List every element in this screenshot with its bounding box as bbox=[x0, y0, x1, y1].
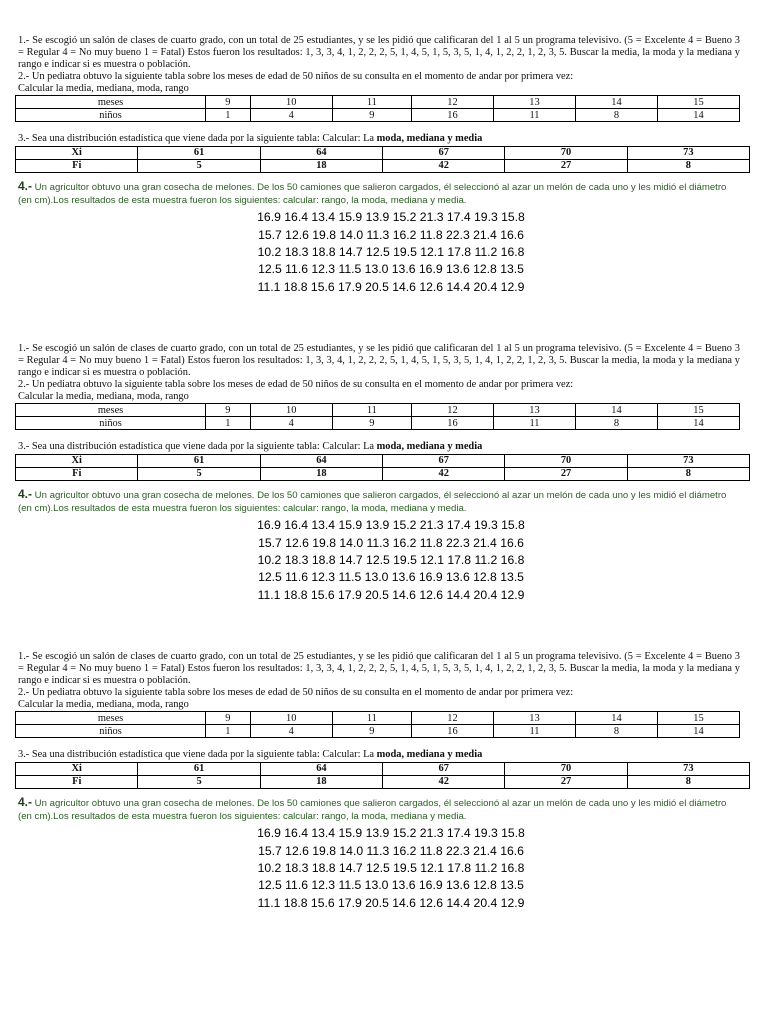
table-cell: 11 bbox=[493, 109, 575, 122]
table-cell: 73 bbox=[627, 146, 749, 159]
table-cell: meses bbox=[16, 404, 206, 417]
exercise-2-instruction: Calcular la media, mediana, moda, rango bbox=[18, 391, 189, 403]
table-cell: 8 bbox=[575, 417, 657, 430]
table-cell: 4 bbox=[250, 109, 332, 122]
data-line: 16.9 16.4 13.4 15.9 13.9 15.2 21.3 17.4 19.3 15.8 bbox=[257, 518, 525, 533]
table-cell: 67 bbox=[383, 146, 505, 159]
table-cell: 1 bbox=[206, 417, 251, 430]
table-cell: 4 bbox=[250, 417, 332, 430]
table-cell: 14 bbox=[657, 725, 739, 738]
data-line: 10.2 18.3 18.8 14.7 12.5 19.5 12.1 17.8 11.2 16.8 bbox=[257, 244, 525, 259]
melon-data-list bbox=[0, 209, 768, 295]
exercise-4-text bbox=[18, 488, 740, 516]
table-cell: 27 bbox=[505, 159, 627, 172]
data-line: 10.2 18.3 18.8 14.7 12.5 19.5 12.1 17.8 11.2 16.8 bbox=[257, 860, 525, 875]
data-line: 11.1 18.8 15.6 17.9 20.5 14.6 12.6 14.4 20.4 12.9 bbox=[257, 895, 525, 910]
table-cell: 9 bbox=[206, 96, 251, 109]
exercise-2-intro: 2.- Un pediatra obtuvo la siguiente tabla sobre los meses de edad de 50 niños de su consulta en el momento de andar por primera vez: bbox=[18, 687, 574, 699]
table-row bbox=[16, 712, 740, 725]
melon-data-list bbox=[0, 517, 768, 603]
table-cell: niños bbox=[16, 417, 206, 430]
table-cell: 61 bbox=[138, 454, 260, 467]
table-cell: niños bbox=[16, 725, 206, 738]
table-cell: 5 bbox=[138, 775, 260, 788]
table-cell: 11 bbox=[332, 96, 411, 109]
table-row bbox=[16, 454, 750, 467]
exercise-4-number: 4.- bbox=[18, 794, 33, 809]
table-cell: 9 bbox=[332, 109, 411, 122]
exercise-1-text: 1.- Se escogió un salón de clases de cuarto grado, con un total de 25 estudiantes, y se les pidió que calificaran del 1 al 5 un programa televisivo. (5 = Excelente 4 = Bueno 3 = Regular 4 = No muy bueno 1 = Fatal) Estos fueron los resultados: 1, 3, 3, 4, 1, 2, 2, 2, 5, 1, 4, 5, 1, 5, 3, 5, 1, 4, 1, 2, 2, 1, 2, 3, 5. Buscar la media, la moda y la mediana y rango e indicar si es muestra o población. bbox=[18, 651, 740, 687]
exercise-2-intro: 2.- Un pediatra obtuvo la siguiente tabla sobre los meses de edad de 50 niños de su consulta en el momento de andar por primera vez: bbox=[18, 71, 574, 83]
exercise-4-number: 4.- bbox=[18, 178, 33, 193]
table-row bbox=[16, 109, 740, 122]
table-cell: 42 bbox=[383, 467, 505, 480]
exercise-4-number: 4.- bbox=[18, 486, 33, 501]
data-line: 16.9 16.4 13.4 15.9 13.9 15.2 21.3 17.4 19.3 15.8 bbox=[257, 826, 525, 841]
table-cell: 18 bbox=[260, 159, 382, 172]
exercise-2-intro: 2.- Un pediatra obtuvo la siguiente tabla sobre los meses de edad de 50 niños de su consulta en el momento de andar por primera vez: bbox=[18, 379, 574, 391]
table-cell: 14 bbox=[575, 96, 657, 109]
table-cell: 8 bbox=[627, 775, 749, 788]
table-cell: 1 bbox=[206, 109, 251, 122]
table-cell: 67 bbox=[383, 762, 505, 775]
exercise-3-emphasis: moda, mediana y media bbox=[376, 133, 483, 145]
table-row bbox=[16, 775, 750, 788]
exercise-4-text bbox=[18, 796, 740, 824]
data-line: 10.2 18.3 18.8 14.7 12.5 19.5 12.1 17.8 11.2 16.8 bbox=[257, 552, 525, 567]
table-cell: Xi bbox=[16, 146, 138, 159]
table-cell: 27 bbox=[505, 775, 627, 788]
table-cell: 61 bbox=[138, 146, 260, 159]
table-cell: 42 bbox=[383, 775, 505, 788]
data-line: 11.1 18.8 15.6 17.9 20.5 14.6 12.6 14.4 20.4 12.9 bbox=[257, 587, 525, 602]
table-row bbox=[16, 725, 740, 738]
table-row bbox=[16, 467, 750, 480]
exercise-3-text bbox=[18, 133, 768, 145]
table-row bbox=[16, 404, 740, 417]
table-cell: 73 bbox=[627, 454, 749, 467]
table-row bbox=[16, 159, 750, 172]
months-table bbox=[15, 95, 740, 122]
table-cell: 1 bbox=[206, 725, 251, 738]
table-cell: 9 bbox=[332, 725, 411, 738]
table-cell: niños bbox=[16, 109, 206, 122]
data-line: 12.5 11.6 12.3 11.5 13.0 13.6 16.9 13.6 12.8 13.5 bbox=[258, 262, 524, 277]
exercise-2-instruction: Calcular la media, mediana, moda, rango bbox=[18, 699, 189, 711]
table-cell: 61 bbox=[138, 762, 260, 775]
table-cell: 5 bbox=[138, 159, 260, 172]
table-cell: 11 bbox=[332, 712, 411, 725]
table-cell: 67 bbox=[383, 454, 505, 467]
exercise-4-body: Un agricultor obtuvo una gran cosecha de melones. De los 50 camiones que salieron cargados, él seleccionó al azar un melón de cada uno y les midió el diámetro (en cm).Los resultados de esta muestra fueron los siguientes: calcular: rango, la moda, mediana y media. bbox=[18, 181, 727, 206]
data-line: 15.7 12.6 19.8 14.0 11.3 16.2 11.8 22.3 21.4 16.6 bbox=[258, 535, 524, 550]
table-cell: Fi bbox=[16, 467, 138, 480]
exercise-3-prefix: 3.- Sea una distribución estadística que viene dada por la siguiente tabla: Calcular: La bbox=[18, 133, 377, 145]
table-cell: 9 bbox=[332, 417, 411, 430]
table-cell: 4 bbox=[250, 725, 332, 738]
table-cell: 18 bbox=[260, 467, 382, 480]
exercise-4-body: Un agricultor obtuvo una gran cosecha de melones. De los 50 camiones que salieron cargados, él seleccionó al azar un melón de cada uno y les midió el diámetro (en cm).Los resultados de esta muestra fueron los siguientes: calcular: rango, la moda, mediana y media. bbox=[18, 489, 727, 514]
exercise-3-prefix: 3.- Sea una distribución estadística que viene dada por la siguiente tabla: Calcular: La bbox=[18, 749, 377, 761]
table-cell: meses bbox=[16, 712, 206, 725]
table-cell: 8 bbox=[627, 159, 749, 172]
table-cell: 14 bbox=[657, 417, 739, 430]
table-cell: 15 bbox=[657, 96, 739, 109]
table-cell: 15 bbox=[657, 404, 739, 417]
table-cell: 5 bbox=[138, 467, 260, 480]
table-row bbox=[16, 146, 750, 159]
table-row bbox=[16, 417, 740, 430]
table-cell: 8 bbox=[627, 467, 749, 480]
table-cell: 12 bbox=[411, 96, 493, 109]
table-cell: 13 bbox=[493, 96, 575, 109]
table-cell: 70 bbox=[505, 454, 627, 467]
table-row bbox=[16, 96, 740, 109]
table-cell: 8 bbox=[575, 109, 657, 122]
exercise-4-body: Un agricultor obtuvo una gran cosecha de melones. De los 50 camiones que salieron cargados, él seleccionó al azar un melón de cada uno y les midió el diámetro (en cm).Los resultados de esta muestra fueron los siguientes: calcular: rango, la moda, mediana y media. bbox=[18, 797, 727, 822]
table-cell: 10 bbox=[250, 712, 332, 725]
exercise-3-prefix: 3.- Sea una distribución estadística que viene dada por la siguiente tabla: Calcular: La bbox=[18, 441, 377, 453]
exercise-3-text bbox=[18, 441, 768, 453]
table-cell: 11 bbox=[493, 417, 575, 430]
data-line: 11.1 18.8 15.6 17.9 20.5 14.6 12.6 14.4 20.4 12.9 bbox=[257, 279, 525, 294]
exercise-block bbox=[0, 343, 768, 604]
table-cell: Xi bbox=[16, 762, 138, 775]
table-cell: 9 bbox=[206, 404, 251, 417]
data-line: 12.5 11.6 12.3 11.5 13.0 13.6 16.9 13.6 12.8 13.5 bbox=[258, 570, 524, 585]
table-cell: Xi bbox=[16, 454, 138, 467]
table-cell: 13 bbox=[493, 404, 575, 417]
table-cell: Fi bbox=[16, 159, 138, 172]
table-cell: 11 bbox=[332, 404, 411, 417]
exercise-3-text bbox=[18, 749, 768, 761]
table-cell: 16 bbox=[411, 417, 493, 430]
exercise-block bbox=[0, 35, 768, 296]
table-cell: 13 bbox=[493, 712, 575, 725]
table-cell: Fi bbox=[16, 775, 138, 788]
data-line: 15.7 12.6 19.8 14.0 11.3 16.2 11.8 22.3 21.4 16.6 bbox=[258, 227, 524, 242]
table-cell: 18 bbox=[260, 775, 382, 788]
table-cell: 64 bbox=[260, 762, 382, 775]
exercise-3-emphasis: moda, mediana y media bbox=[376, 749, 483, 761]
distribution-table bbox=[15, 146, 750, 173]
distribution-table bbox=[15, 762, 750, 789]
table-cell: 11 bbox=[493, 725, 575, 738]
table-cell: 64 bbox=[260, 146, 382, 159]
months-table bbox=[15, 403, 740, 430]
melon-data-list bbox=[0, 825, 768, 911]
months-table bbox=[15, 711, 740, 738]
table-cell: 16 bbox=[411, 725, 493, 738]
table-cell: 14 bbox=[575, 404, 657, 417]
exercise-2-instruction: Calcular la media, mediana, moda, rango bbox=[18, 83, 189, 95]
table-cell: 12 bbox=[411, 404, 493, 417]
table-cell: 15 bbox=[657, 712, 739, 725]
table-cell: 10 bbox=[250, 404, 332, 417]
table-cell: 70 bbox=[505, 146, 627, 159]
distribution-table bbox=[15, 454, 750, 481]
exercise-3-emphasis: moda, mediana y media bbox=[376, 441, 483, 453]
table-cell: 64 bbox=[260, 454, 382, 467]
table-cell: 70 bbox=[505, 762, 627, 775]
data-line: 12.5 11.6 12.3 11.5 13.0 13.6 16.9 13.6 12.8 13.5 bbox=[258, 878, 524, 893]
table-cell: 16 bbox=[411, 109, 493, 122]
table-cell: 8 bbox=[575, 725, 657, 738]
exercise-block bbox=[0, 651, 768, 912]
table-cell: 9 bbox=[206, 712, 251, 725]
exercise-1-text: 1.- Se escogió un salón de clases de cuarto grado, con un total de 25 estudiantes, y se les pidió que calificaran del 1 al 5 un programa televisivo. (5 = Excelente 4 = Bueno 3 = Regular 4 = No muy bueno 1 = Fatal) Estos fueron los resultados: 1, 3, 3, 4, 1, 2, 2, 2, 5, 1, 4, 5, 1, 5, 3, 5, 1, 4, 1, 2, 2, 1, 2, 3, 5. Buscar la media, la moda y la mediana y rango e indicar si es muestra o población. bbox=[18, 343, 740, 379]
table-cell: 12 bbox=[411, 712, 493, 725]
exercise-1-text: 1.- Se escogió un salón de clases de cuarto grado, con un total de 25 estudiantes, y se les pidió que calificaran del 1 al 5 un programa televisivo. (5 = Excelente 4 = Bueno 3 = Regular 4 = No muy bueno 1 = Fatal) Estos fueron los resultados: 1, 3, 3, 4, 1, 2, 2, 2, 5, 1, 4, 5, 1, 5, 3, 5, 1, 4, 1, 2, 2, 1, 2, 3, 5. Buscar la media, la moda y la mediana y rango e indicar si es muestra o población. bbox=[18, 35, 740, 71]
data-line: 15.7 12.6 19.8 14.0 11.3 16.2 11.8 22.3 21.4 16.6 bbox=[258, 843, 524, 858]
table-row bbox=[16, 762, 750, 775]
table-cell: 10 bbox=[250, 96, 332, 109]
table-cell: 42 bbox=[383, 159, 505, 172]
table-cell: meses bbox=[16, 96, 206, 109]
table-cell: 73 bbox=[627, 762, 749, 775]
table-cell: 14 bbox=[657, 109, 739, 122]
exercise-4-text bbox=[18, 180, 740, 208]
table-cell: 14 bbox=[575, 712, 657, 725]
data-line: 16.9 16.4 13.4 15.9 13.9 15.2 21.3 17.4 19.3 15.8 bbox=[257, 210, 525, 225]
table-cell: 27 bbox=[505, 467, 627, 480]
